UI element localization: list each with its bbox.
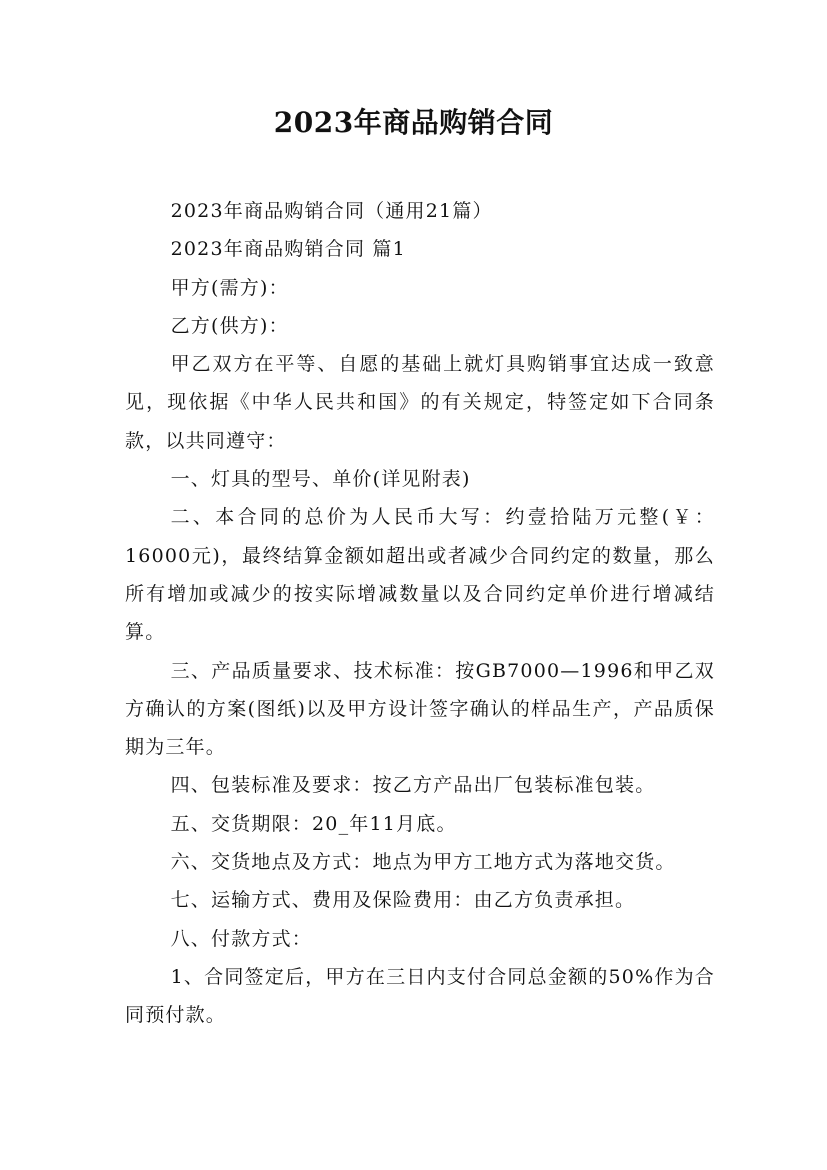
clause-4: 四、包装标准及要求：按乙方产品出厂包装标准包装。 — [170, 774, 656, 797]
clause-8-item-1: 1、合同签定后，甲方在三日内支付合同总金额的50%作为合同预付款。 — [125, 965, 715, 1027]
paragraph-subtitle: 2023年商品购销合同（通用21篇） — [170, 200, 493, 222]
clause-5: 五、交货期限：20_年11月底。 — [170, 812, 457, 835]
paragraph-preamble: 甲乙双方在平等、自愿的基础上就灯具购销事宜达成一致意见，现依据《中华人民共和国》的有关规定，特签定如下合同条款，以共同遵守： — [125, 353, 715, 452]
clause-7: 七、运输方式、费用及保险费用：由乙方负责承担。 — [170, 889, 636, 912]
clause-8: 八、付款方式： — [170, 927, 312, 950]
paragraph-party-b: 乙方(供方)： — [170, 314, 289, 337]
document-title: 2023年商品购销合同 — [273, 106, 554, 139]
clause-2: 二、本合同的总价为人民币大写：约壹拾陆万元整(￥：16000元)，最终结算金额如超出或者减少合同约定的数量，那么所有增加或减少的按实际增减数量以及合同约定单价进行增减结算。 — [125, 506, 715, 644]
paragraph-party-a: 甲方(需方)： — [170, 276, 289, 299]
document-body — [125, 192, 715, 1035]
clause-6: 六、交货地点及方式：地点为甲方工地方式为落地交货。 — [170, 851, 676, 874]
paragraph-section-heading: 2023年商品购销合同 篇1 — [170, 238, 406, 261]
clause-3: 三、产品质量要求、技术标准：按GB7000—1996和甲乙双方确认的方案(图纸)以及甲方设计签字确认的样品生产，产品质保期为三年。 — [125, 659, 715, 759]
clause-1: 一、灯具的型号、单价(详见附表) — [170, 468, 471, 491]
